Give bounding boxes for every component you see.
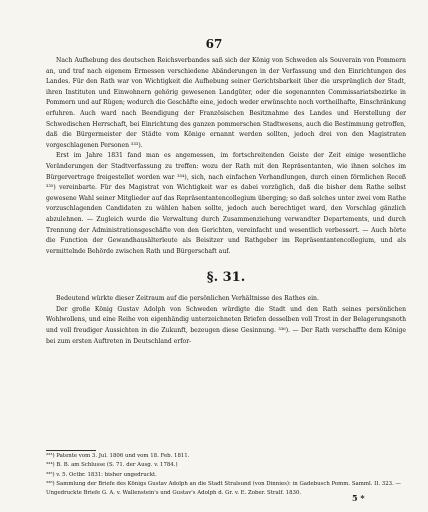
footnote: ³³⁵) v. 5. Octbr. 1831: bisher ungedruckt.: [46, 471, 157, 478]
footnote: ³³⁴) B. B. am Schlusse (S. 71. der Ausg. v. 1784.): [46, 462, 178, 469]
section-heading: §. 31.: [206, 270, 246, 286]
footnote: ³³⁶) Sammlung der Briefe des Königs Gustav Adolph an die Stadt Stralsund (von Dinnies): in Gadebusch Pomm. Samml. II. 323. — Ungedruckte Briefe G. A. v. Wallenstein's und Gustav's Adolph d. Gr. v. E. Zober. Stralf. 1830.: [46, 480, 401, 497]
signature-mark: 5 *: [352, 493, 365, 503]
page-number: 67: [205, 37, 223, 51]
main-text: [46, 56, 406, 347]
footnote: ³³³) Patente vom 3. Jul. 1806 und vom 18. Feb. 1811.: [46, 453, 190, 459]
paragraph: Erst im Jahre 1831 fand man es angemessen, im fortschreitenden Geiste der Zeit einige wesentliche Veränderungen der Stadtverfassung zu treffen: wozu der Rath mit den Repräsentanten, wie ihnen solches im Bürgervertrage freigestellet worden war ³³⁴), sich, nach einfachen Verhandlungen, durch einen förmlichen Receß ³³⁵) vereinbarte. Für des Magistrat von Wichtigkeit war es dabei vorzüglich, daß die bisher dem Rathe selbst gewesene Wahl seiner Mitglieder auf das Repräsentantencollegium überging; so daß solches unter zwei vom Rathe vorzuschlagenden Candidaten zu wählen haben sollte, jedoch auch berechtiget ward, den Vorschlag gänzlich abzulehnen. — Zugleich wurde die Verwaltung durch Zusammenziehung verwandter Departements, und durch Trennung der Administrationsgeschäfte von den Gerichten, vereinfacht und wesentlich verbessert. — Auch hörte die Function der Gewandhausälterleute als Beisitzer und Rathgeber im Repräsentantencollegium, und als vermittelnde Behörde zwischen Rath und Bürgerschaft auf.: [46, 152, 406, 255]
paragraph: Nach Aufhebung des deutschen Reichsverbandes saß sich der König von Schweden als Souverain von Pommern an, und traf nach eigenem Ermessen verschiedene Abänderungen in der Verfassung und den Einrichtungen des Landes. Für den Rath war von Wichtigkeit die Aufhebung seiner Gerichtsbarkeit über die ursprünglich der Stadt, ihren Instituten und Einwohnern gehörig gewesenen Landgüter, oder die sogenannten Commissariatsbezirke in Pommern und auf Rügen; wodurch die Geschäfte eine, jedoch weder erwünschte noch vortheilhafte, Einschränkung erfuhren. Auch ward nach Beendigung der Französischen Besitznahme des Landes und Herstellung der Schwedischen Herrschaft, bei Einrichtung des ganzen pommerschen Stadtwesens, auch die Bestimmung getroffen, daß die Bürgermeister der Städte vom Könige ernannt werden sollten, jedoch drei von den Magistraten vorgeschlagenen Personen ³³³).: [46, 57, 406, 149]
paragraph: Der große König Gustav Adolph von Schweden würdigte die Stadt und den Rath seines persönlichen Wohlwollens, und eine Reihe von eigenhändig unterzeichneten Briefen desselben voll Trost in der Belagerungsnoth und voll freudiger Aussichten in die Zukunft, bezeugen diese Gesinnung. ³³⁶). — Der Rath verschaffte dem Könige bei zum ersten Auftreten in Deutschland erfor-: [46, 305, 406, 345]
footnote-rule: [46, 450, 96, 451]
footnotes: [46, 452, 406, 498]
paragraph: Bedeutend würkte dieser Zeitraum auf die persönlichen Verhältnisse des Rathes ein.: [56, 295, 319, 303]
